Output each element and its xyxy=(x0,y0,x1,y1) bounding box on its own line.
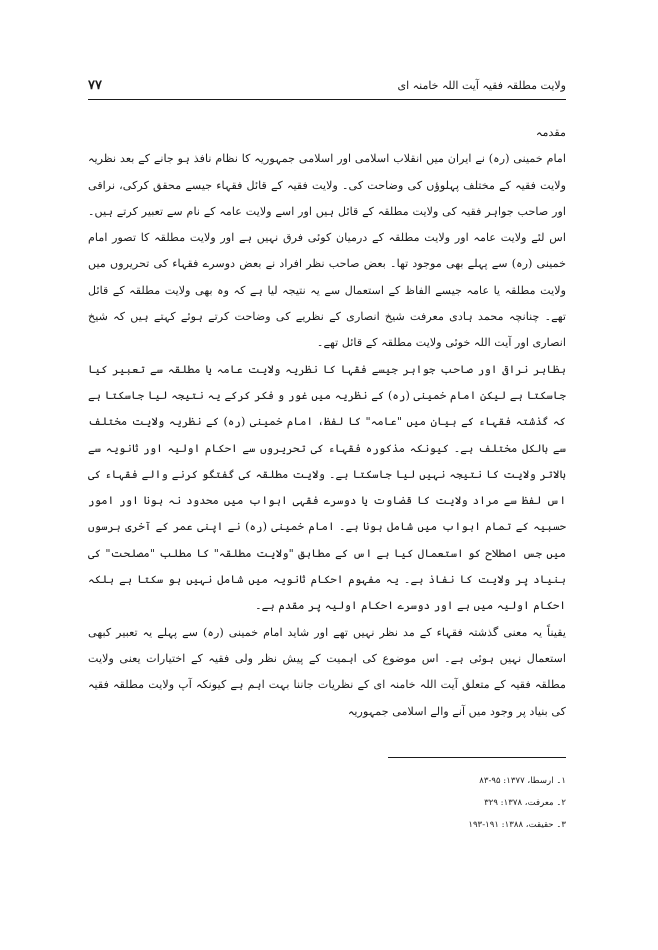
section-heading: مقدمہ xyxy=(535,126,566,139)
paragraph-2: بظاہر نراقی اور صاحب جواہر جیسے فقہا کا نظریہ ولایت عامہ یا مطلقہ سے تعبیر کیا جاسکتا ہے لیکن امام خمینی (رہ) کے نظریہ میں غور و فکر کرکے یہ نتیجہ لیا جاسکتا ہے کہ گذشتہ فقہاء کے بیان میں "عامہ" کا لفظ، امام خمینی (رہ) کے نظریہ ولایت مختلف سے بالکل مختلف ہے۔ کیونکہ مذکورہ فقہاء کی تحریروں سے احکام اولیہ اور ثانویہ سے بالاتر ولایت کا نتیجہ نہیں لیا جاسکتا ہے۔ ولایت مطلقہ کی گفتگو کرنے والے فقہاء کی اس لفظ سے مراد ولایت کا قضاوت یا دوسرے فقہی ابواب میں محدود نہ ہونا اور امور حسبیہ کے تمام ابواب میں شامل ہونا ہے۔ امام خمینی (رہ) نے اپنی عمر کے آخری برسوں میں جس اصطلاح کو استعمال کیا ہے اس کے مطابق "ولایت مطلقہ" کا مطلب "مصلحت" کی بنیاد پر ولایت کا نفاذ ہے۔ یہ مفہوم احکام ثانویہ میں شامل نہیں ہو سکتا ہے بلکہ احکام اولیہ میں ہے اور دوسرے احکام اولیہ پر مقدم ہے۔ xyxy=(88,362,566,613)
footnote-1: ۱۔ ارسطا، ۱۳۷۷: ۹۵-۸۳ xyxy=(479,776,566,786)
paragraph-1: امام خمینی (رہ) نے ایران میں انقلاب اسلامی اور اسلامی جمہوریہ کا نظام نافذ ہو جانے کے بعد نظریہ ولایت فقیہ کے مختلف پہلوؤں کی وضاحت کی۔ ولایت فقیہ کے قائل فقہاء جیسے محقق کرکی، نراقی اور صاحب جواہر فقیہ کی ولایت مطلقہ کے قائل ہیں اور اسے ولایت عامہ کے نام سے تعبیر کرتے ہیں۔ اس لئے ولایت عامہ اور ولایت مطلقہ کے درمیان کوئی فرق نہیں ہے اور ولایت مطلقہ کا تصور امام خمینی (رہ) سے پہلے بھی موجود تھا۔ بعض صاحب نظر افراد نے بعض دوسرے فقہاء کی تحریروں میں ولایت مطلقہ یا عامہ جیسے الفاظ کے استعمال سے یہ نتیجہ لیا ہے کہ وہ بھی ولایت مطلقہ کے قائل تھے۔ چنانچہ محمد ہادی معرفت شیخ انصاری کے نظریے کی وضاحت کرتے ہوئے کہتے ہیں کہ شیخ انصاری اور آیت اللہ خوئی ولایت مطلقہ کے قائل تھے۔ xyxy=(88,152,566,350)
footnote-3: ۳۔ حقیقت، ۱۳۸۸: ۱۹۱-۱۹۳ xyxy=(468,820,566,830)
paragraph-3: یقیناً یہ معنی گذشتہ فقہاء کے مد نظر نہیں تھے اور شاید امام خمینی (رہ) سے پہلے یہ تعبیر کبھی استعمال نہیں ہوئی ہے۔ اس موضوع کی اہمیت کے پیش نظر ولی فقیہ کے اختیارات یعنی ولایت مطلقہ فقیہ کے متعلق آیت اللہ خامنہ ای کے نظریات جاننا بہت اہم ہے کیونکہ آپ ولایت مطلقہ فقیہ کی بنیاد پر وجود میں آنے والے اسلامی جمہوریہ xyxy=(88,625,566,718)
header-rule xyxy=(88,99,566,100)
running-header xyxy=(88,74,566,96)
running-title: ولایت مطلقہ فقیہ آیت اللہ خامنہ ای xyxy=(397,78,566,92)
footnotes xyxy=(360,770,566,836)
body-text xyxy=(88,120,566,725)
footnote-2: ۲۔ معرفت، ۱۳۷۸: ۳۲۹ xyxy=(484,798,566,808)
page-number: ۷۷ xyxy=(88,77,102,93)
footnote-rule xyxy=(388,757,566,758)
